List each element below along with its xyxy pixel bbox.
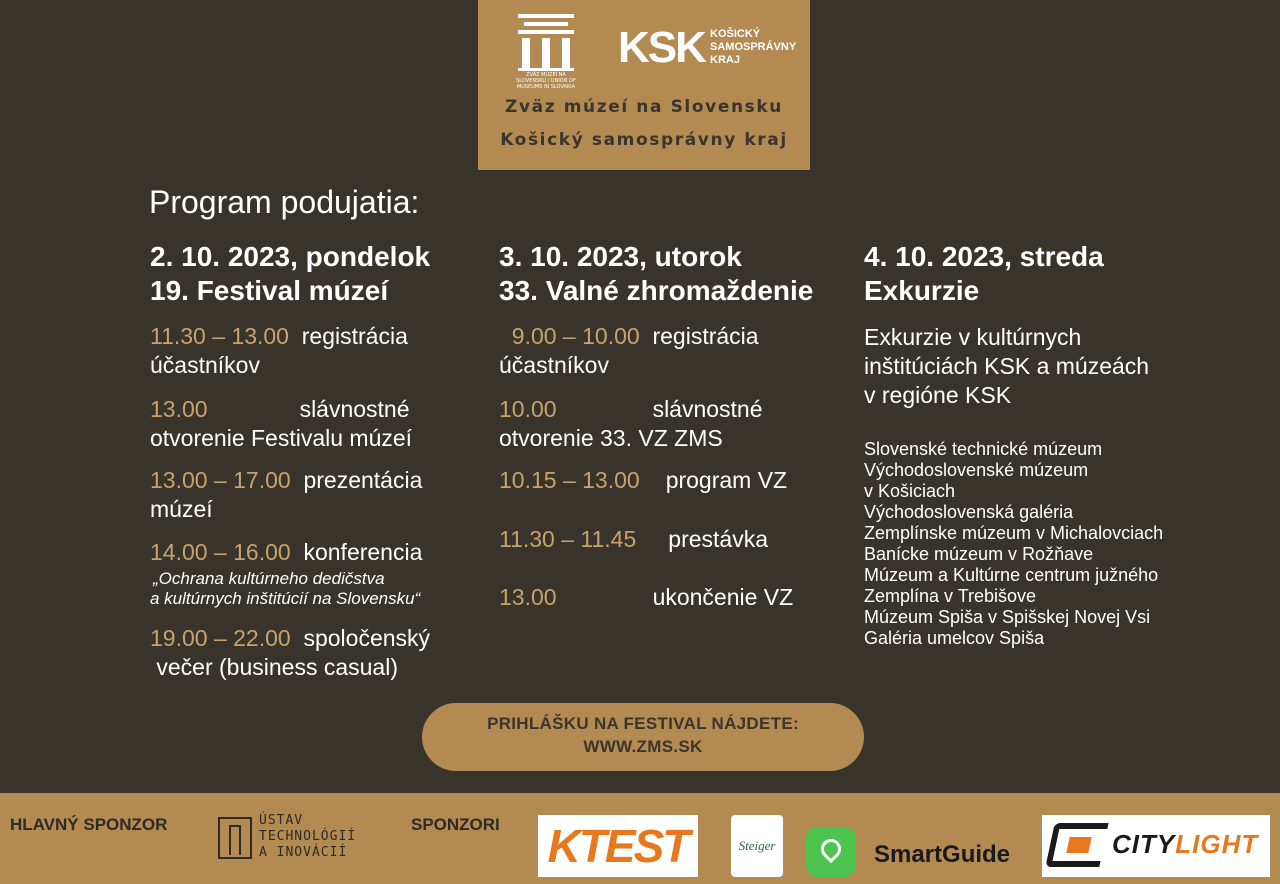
header-logo-box <box>478 0 810 170</box>
day1-item-opening: 13.00 slávnostné otvorenie Festivalu múzeí <box>150 396 413 451</box>
day1-conference-note: „Ochrana kultúrneho dedičstva a kultúrnych inštitúcií na Slovensku“ <box>150 569 421 608</box>
list-item: Múzeum a Kultúrne centrum južného <box>864 565 1159 585</box>
list-item: Východoslovenské múzeum <box>864 460 1089 480</box>
day1-title: 2. 10. 2023, pondelok 19. Festival múzeí <box>150 241 431 306</box>
day2-item-opening: 10.00 slávnostné otvorenie 33. VZ ZMS <box>499 396 763 451</box>
utia-logo-text: ÚSTAV TECHNOLÓGIÍ A INOVÁCIÍ <box>259 813 357 860</box>
day1-item-evening: 19.00 – 22.00 spoločenský večer (business casual) <box>150 625 431 680</box>
steiger-logo: Steiger <box>731 815 783 877</box>
org-name-zms: Zväz múzeí na Slovensku <box>505 97 783 117</box>
list-item: Zemplína v Trebišove <box>864 586 1037 606</box>
day2-item-break: 11.30 – 11.45 prestávka <box>499 526 768 552</box>
day2-item-registration: 9.00 – 10.00 registrácia účastníkov <box>499 323 759 378</box>
day1-item-conference: 14.00 – 16.00 konferencia <box>150 539 423 565</box>
day3-places-list <box>864 439 1163 649</box>
citylight-mark-icon <box>1045 823 1108 867</box>
program-title: Program podujatia: <box>149 184 420 220</box>
day3-title: 4. 10. 2023, streda Exkurzie <box>864 241 1104 306</box>
list-item: Banícke múzeum v Rožňave <box>864 544 1094 564</box>
sponsors-label: SPONZORI <box>411 815 500 834</box>
zms-logo-icon <box>516 14 576 90</box>
day1-item-registration: 11.30 – 13.00 registrácia účastníkov <box>150 323 408 378</box>
day3-description: Exkurzie v kultúrnych inštitúciách KSK a múzeách v regióne KSK <box>864 324 1150 408</box>
cta-url[interactable]: WWW.ZMS.SK <box>583 737 703 756</box>
ksk-logo: KSK <box>618 23 705 72</box>
ktest-logo: KTEST <box>538 815 698 877</box>
day2-item-program: 10.15 – 13.00 program VZ <box>499 467 788 493</box>
cta-line1: PRIHLÁŠKU NA FESTIVAL NÁJDETE: <box>487 714 799 733</box>
list-item: Východoslovenská galéria <box>864 502 1074 522</box>
ksk-logo-text: KOŠICKÝ SAMOSPRÁVNY KRAJ <box>710 28 797 66</box>
day2-title: 3. 10. 2023, utorok 33. Valné zhromaždenie <box>499 241 814 306</box>
list-item: Zemplínske múzeum v Michalovciach <box>864 523 1164 543</box>
list-item: Slovenské technické múzeum <box>864 439 1103 459</box>
zms-logo-small-text: ZVÄZ MÚZEÍ NA SLOVENSKU / UNION OF MUSEUMS IN SLOVAKIA <box>516 72 576 90</box>
org-name-ksk: Košický samosprávny kraj <box>500 130 788 150</box>
list-item: v Košiciach <box>864 481 956 501</box>
utia-logo-icon <box>218 817 252 859</box>
list-item: Galéria umelcov Spiša <box>864 628 1045 648</box>
list-item: Múzeum Spiša v Spišskej Novej Vsi <box>864 607 1151 627</box>
citylight-logo: CITYLIGHT <box>1042 815 1270 877</box>
sponsor-bar <box>0 793 1280 884</box>
main-sponsor-label: HLAVNÝ SPONZOR <box>10 815 168 834</box>
day1-item-presentation: 13.00 – 17.00 prezentácia múzeí <box>150 467 423 522</box>
registration-link-button[interactable] <box>422 703 864 771</box>
smartguide-pin-icon <box>806 827 856 877</box>
day2-item-closing: 13.00 ukončenie VZ <box>499 584 794 610</box>
smartguide-logo-text: SmartGuide <box>874 841 1011 868</box>
